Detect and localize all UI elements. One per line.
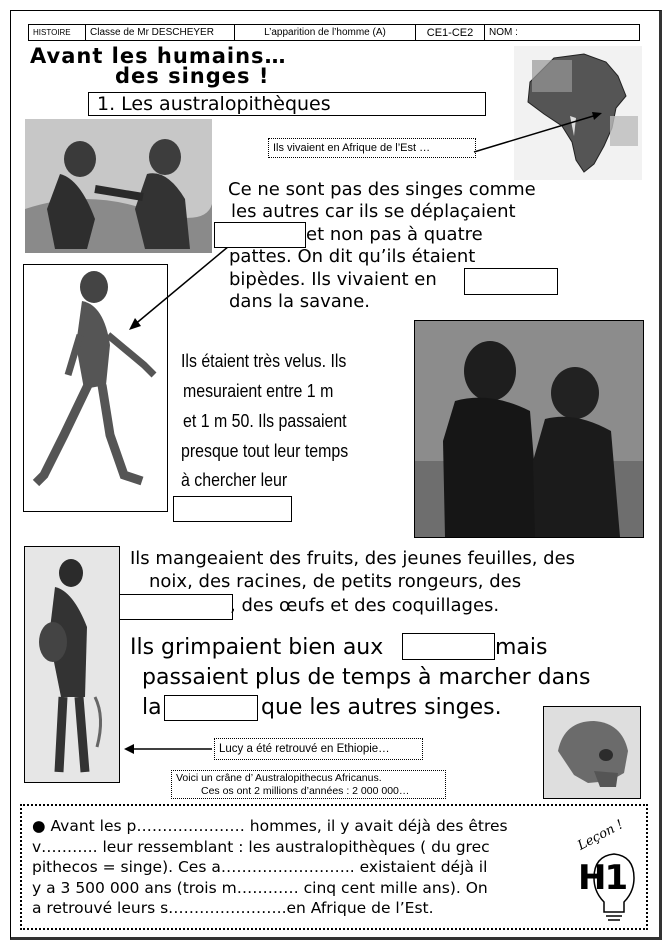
para1-line3: et non pas à quatre (306, 224, 483, 245)
para1-line2: les autres car ils se déplaçaient (231, 201, 516, 222)
lesson-line1: ● Avant les p………………… hommes, il y avait déjà des êtres (32, 817, 508, 835)
header-class: Classe de Mr DESCHEYER (86, 25, 235, 40)
skull-caption-line2: Ces os ont 2 millions d’années : 2 000 000… (201, 785, 410, 797)
header-name-field[interactable]: NOM : (489, 27, 518, 38)
para2-line3: et 1 m 50. Ils passaient (183, 410, 347, 431)
section-title: 1. Les australopithèques (88, 92, 486, 116)
lesson-badge-word: Leçon ! (575, 817, 626, 854)
lesson-line5: a retrouvé leurs s…………………..en Afrique de l’Est. (32, 899, 434, 917)
title-line-1: Avant les humains… (30, 44, 287, 68)
para1-line6: dans la savane. (229, 291, 371, 312)
para4-line1b: mais (495, 635, 548, 660)
para2-line5: à chercher leur (181, 469, 288, 490)
blank-movement[interactable] (214, 222, 306, 248)
para3-line1: Ils mangeaient des fruits, des jeunes feuilles, des (130, 548, 576, 569)
blank-climb[interactable] (402, 633, 495, 660)
para2-line2: mesuraient entre 1 m (183, 380, 334, 401)
skull-caption (171, 770, 446, 799)
para4-line3b: que les autres singes. (261, 695, 502, 720)
lesson-badge (572, 817, 642, 922)
skull-photo (543, 706, 641, 799)
female-with-child-image (24, 546, 120, 783)
lesson-line4: y a 3 500 000 ans (trois m………… cinq cent mille ans). On (32, 878, 488, 897)
blank-walk[interactable] (164, 695, 258, 721)
header-level: CE1-CE2 (416, 25, 485, 40)
bipedal-arrow (125, 240, 235, 335)
header-topic: L’apparition de l’homme (A) (235, 25, 416, 40)
para4-line2: passaient plus de temps à marcher dans (142, 665, 591, 690)
para3-line2: noix, des racines, de petits rongeurs, des (149, 571, 522, 592)
para2-line1: Ils étaient très velus. Ils (181, 350, 347, 371)
para2-line4: presque tout leur temps (181, 440, 349, 461)
two-australopithecines-photo (25, 119, 212, 253)
standing-australopithecines-photo (414, 320, 644, 538)
lesson-line3: pithecos = singe). Ces a…………………….. existaient déjà il (32, 858, 488, 876)
header-bar (28, 24, 640, 41)
lucy-label: Lucy a été retrouvé en Ethiopie… (214, 738, 423, 760)
lesson-box (20, 804, 648, 930)
para4-line3a: la (142, 695, 162, 720)
africa-arrow (470, 108, 610, 158)
para1-line4: pattes. On dit qu’ils étaient (229, 246, 476, 267)
para1-line1: Ce ne sont pas des singes comme (228, 179, 536, 200)
header-subject: HISTOIRE (29, 25, 86, 40)
title-line-2: des singes ! (115, 64, 270, 88)
skull-caption-line1: Voici un crâne d’ Australopithecus Africanus. (176, 772, 382, 784)
blank-diet[interactable] (119, 594, 233, 620)
lucy-arrow (122, 742, 214, 756)
para1-line5: bipèdes. Ils vivaient en (229, 269, 437, 290)
lesson-line2: v……….. leur ressemblant : les australopithèques ( du grec (32, 837, 490, 856)
lesson-badge-code: H1 (578, 858, 627, 898)
blank-habitat[interactable] (464, 268, 558, 295)
para4-line1a: Ils grimpaient bien aux (130, 635, 384, 660)
para3-line3: , des œufs et des coquillages. (230, 595, 500, 616)
blank-food[interactable] (173, 496, 292, 522)
africa-label: Ils vivaient en Afrique de l’Est … (268, 138, 476, 158)
